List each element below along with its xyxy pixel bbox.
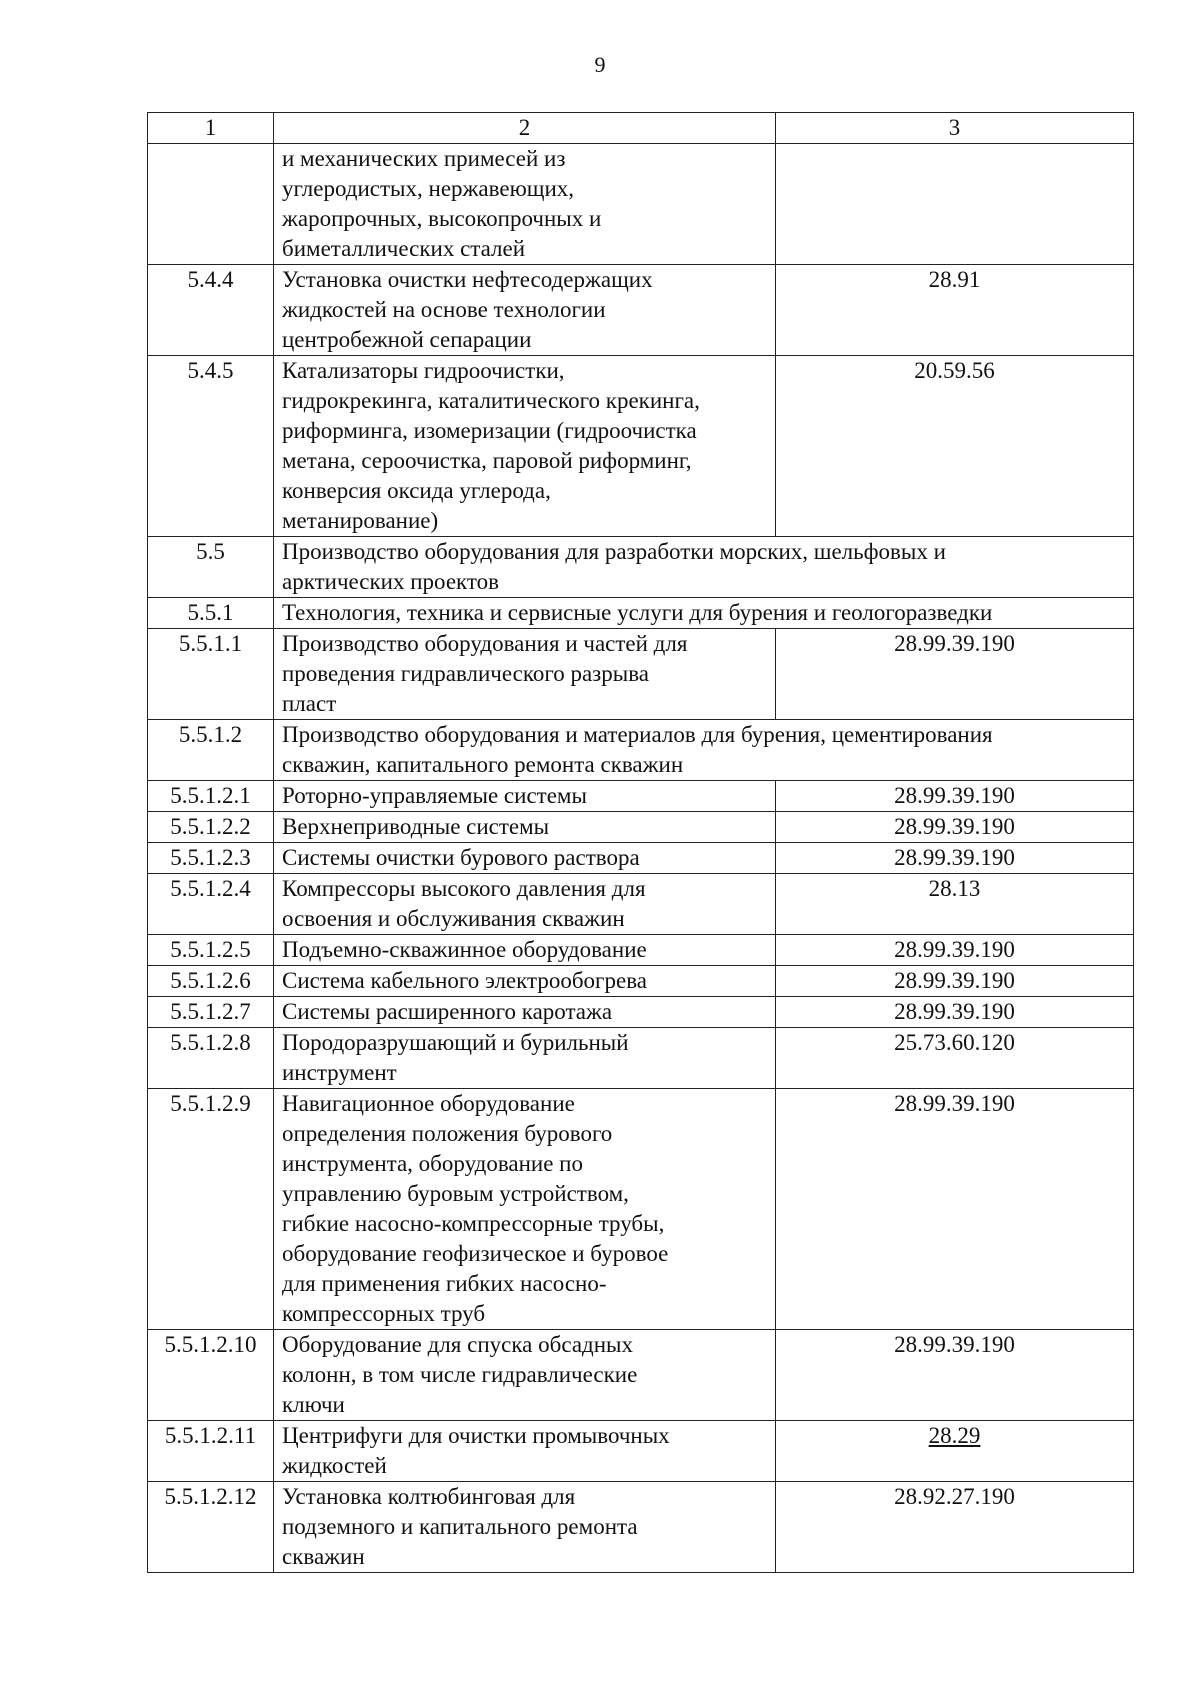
table-header-row: [148, 113, 1134, 144]
table-row: [148, 874, 1134, 935]
table-row: [148, 812, 1134, 843]
row-code: [776, 997, 1134, 1028]
code-text: 28.99.39.190: [894, 999, 1015, 1024]
table-row: [148, 356, 1134, 537]
row-code: [776, 265, 1134, 356]
row-number: 5.5.1: [148, 598, 274, 629]
code-text: 25.73.60.120: [894, 1030, 1015, 1055]
row-code: [776, 966, 1134, 997]
row-number: 5.4.4: [148, 265, 274, 356]
table-row: [148, 843, 1134, 874]
row-code: [776, 1089, 1134, 1330]
table-row: [148, 1330, 1134, 1421]
row-code: [776, 1330, 1134, 1421]
row-name: и механических примесей из углеродистых, нержавеющих, жаропрочных, высокопрочных и биметаллических сталей: [274, 144, 776, 265]
row-code: [776, 935, 1134, 966]
code-text: 28.99.39.190: [894, 1091, 1015, 1116]
row-name: Технология, техника и сервисные услуги для бурения и геологоразведки: [274, 598, 1134, 629]
row-name: Установка очистки нефтесодержащих жидкостей на основе технологии центробежной сепарации: [274, 265, 776, 356]
header-col-2: 2: [274, 113, 776, 144]
table-row: [148, 265, 1134, 356]
row-name: Производство оборудования для разработки морских, шельфовых и арктических проектов: [274, 537, 1134, 598]
row-number: 5.5.1.2.2: [148, 812, 274, 843]
row-number: 5.5.1.2.5: [148, 935, 274, 966]
row-name: Верхнеприводные системы: [274, 812, 776, 843]
row-name: Производство оборудования и материалов для бурения, цементирования скважин, капитального ремонта скважин: [274, 720, 1134, 781]
header-col-1: 1: [148, 113, 274, 144]
table-row: [148, 781, 1134, 812]
code-text: 28.13: [928, 876, 981, 901]
table-row: [148, 144, 1134, 265]
code-text: 28.99.39.190: [894, 814, 1015, 839]
header-col-3: 3: [776, 113, 1134, 144]
code-text: 28.29: [928, 1423, 981, 1448]
code-text: 20.59.56: [914, 358, 995, 383]
row-number: 5.5.1.2: [148, 720, 274, 781]
row-number: 5.5.1.2.7: [148, 997, 274, 1028]
row-number: 5.5.1.2.6: [148, 966, 274, 997]
table-row: [148, 537, 1134, 598]
code-text: 28.99.39.190: [894, 783, 1015, 808]
row-number: 5.5.1.2.1: [148, 781, 274, 812]
code-text: 28.99.39.190: [894, 845, 1015, 870]
table-row: [148, 935, 1134, 966]
row-number: 5.5.1.2.9: [148, 1089, 274, 1330]
row-number: 5.5: [148, 537, 274, 598]
row-name: Навигационное оборудование определения положения бурового инструмента, оборудование по управлению буровым устройством, гибкие насосно-компрессорные трубы, оборудование геофизическое и буровое для применения гибких насосно- компрессорных труб: [274, 1089, 776, 1330]
code-text: 28.99.39.190: [894, 968, 1015, 993]
table-row: [148, 1421, 1134, 1482]
table-row: [148, 1482, 1134, 1573]
row-name: Системы очистки бурового раствора: [274, 843, 776, 874]
code-text: 28.99.39.190: [894, 1332, 1015, 1357]
code-text: 28.99.39.190: [894, 937, 1015, 962]
row-name: Система кабельного электрообогрева: [274, 966, 776, 997]
row-number: 5.5.1.2.11: [148, 1421, 274, 1482]
row-number: 5.5.1.2.3: [148, 843, 274, 874]
row-number: 5.5.1.2.4: [148, 874, 274, 935]
row-name: Установка колтюбинговая для подземного и капитального ремонта скважин: [274, 1482, 776, 1573]
codes-table: [147, 112, 1134, 1573]
row-code: [776, 144, 1134, 265]
row-code: [776, 629, 1134, 720]
table-row: [148, 598, 1134, 629]
row-code: [776, 874, 1134, 935]
row-name: Центрифуги для очистки промывочных жидкостей: [274, 1421, 776, 1482]
row-name: Роторно-управляемые системы: [274, 781, 776, 812]
page-number: 9: [594, 52, 606, 77]
row-number: 5.4.5: [148, 356, 274, 537]
row-name: Подъемно-скважинное оборудование: [274, 935, 776, 966]
code-text: 28.99.39.190: [894, 631, 1015, 656]
row-name: Системы расширенного каротажа: [274, 997, 776, 1028]
table-row: [148, 1028, 1134, 1089]
table-row: [148, 1089, 1134, 1330]
row-name: Производство оборудования и частей для проведения гидравлического разрыва пласт: [274, 629, 776, 720]
row-code: [776, 812, 1134, 843]
row-code: [776, 356, 1134, 537]
row-name: Компрессоры высокого давления для освоения и обслуживания скважин: [274, 874, 776, 935]
row-name: Породоразрушающий и бурильный инструмент: [274, 1028, 776, 1089]
row-name: Катализаторы гидроочистки, гидрокрекинга, каталитического крекинга, риформинга, изомеризации (гидроочистка метана, сероочистка, паровой риформинг, конверсия оксида углерода, метанирование): [274, 356, 776, 537]
code-text: 28.92.27.190: [894, 1484, 1015, 1509]
table-row: [148, 720, 1134, 781]
row-code: [776, 843, 1134, 874]
row-code: [776, 781, 1134, 812]
row-name: Оборудование для спуска обсадных колонн, в том числе гидравлические ключи: [274, 1330, 776, 1421]
row-number: 5.5.1.1: [148, 629, 274, 720]
row-number: 5.5.1.2.10: [148, 1330, 274, 1421]
row-number: 5.5.1.2.8: [148, 1028, 274, 1089]
row-code: [776, 1028, 1134, 1089]
row-code: [776, 1421, 1134, 1482]
row-code: [776, 1482, 1134, 1573]
table-row: [148, 997, 1134, 1028]
table-row: [148, 629, 1134, 720]
code-text: 28.91: [928, 267, 981, 292]
row-number: 5.5.1.2.12: [148, 1482, 274, 1573]
table-row: [148, 966, 1134, 997]
row-number: [148, 144, 274, 265]
